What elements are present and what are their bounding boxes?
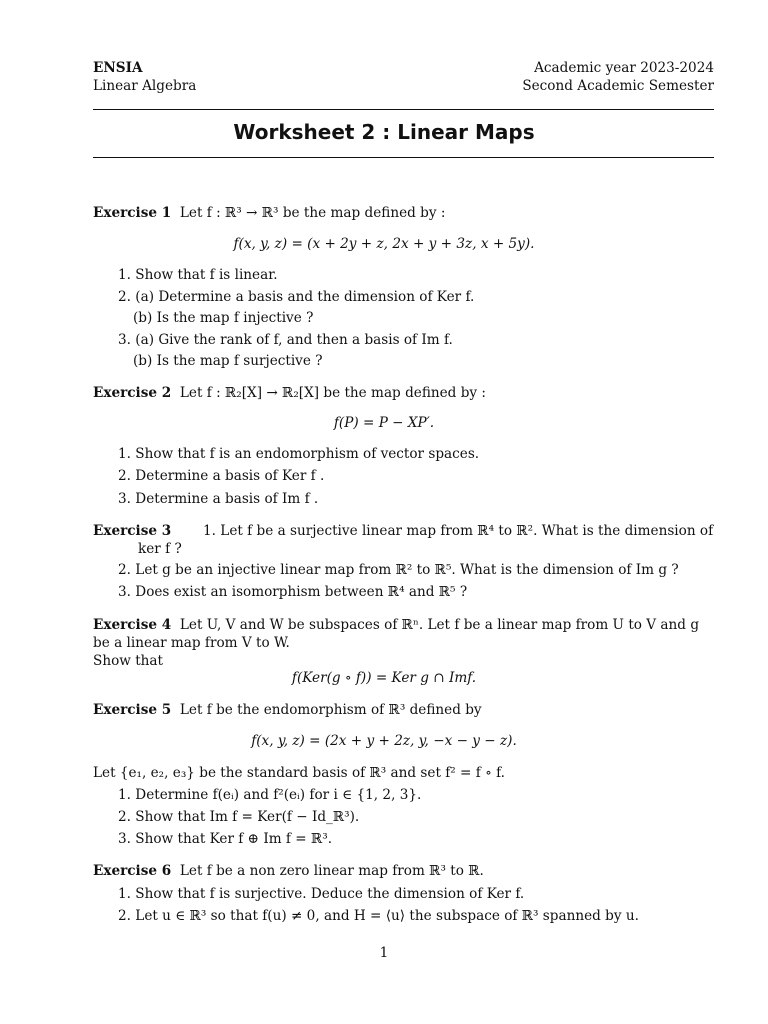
academic-year: Academic year 2023-2024 [534, 60, 714, 76]
exercise-2-formula: f(P) = P − XP′. [333, 415, 435, 431]
exercise-4-line-2: be a linear map from V to W. [93, 635, 290, 651]
exercise-4-label: Exercise 4 [93, 617, 172, 633]
exercise-4-line-1 [93, 619, 699, 633]
page-number: 1 [379, 945, 389, 961]
exercise-4-line-1-text: Let U, V and W be subspaces of ℝⁿ. Let f be a linear map from U to V and g [179, 617, 700, 633]
exercise-6-item-1: 1. Show that f is surjective. Deduce the dimension of Ker f. [118, 886, 525, 902]
exercise-2-item-2: 2. Determine a basis of Ker f . [118, 468, 325, 484]
course-name: Linear Algebra [93, 78, 197, 94]
exercise-1-item-1: 1. Show that f is linear. [118, 267, 278, 283]
exercise-5-item-3: 3. Show that Ker f ⊕ Im f = ℝ³. [118, 831, 333, 847]
exercise-1-item-3a: 3. (a) Give the rank of f, and then a basis of Im f. [118, 332, 453, 348]
exercise-2-intro [93, 387, 486, 401]
top-rule [93, 109, 714, 110]
exercise-1-item-2a: 2. (a) Determine a basis and the dimension of Ker f. [118, 289, 475, 305]
exercise-5-item-2: 2. Show that Im f = Ker(f − Id_ℝ³). [118, 809, 360, 825]
exercise-6-label: Exercise 6 [93, 863, 172, 879]
exercise-6-intro-text: Let f be a non zero linear map from ℝ³ to ℝ. [179, 863, 484, 879]
exercise-1-intro [93, 207, 445, 221]
exercise-1-item-3b: (b) Is the map f surjective ? [133, 353, 323, 369]
exercise-6-intro [93, 865, 484, 879]
exercise-5-basis-line: Let {e₁, e₂, e₃} be the standard basis of ℝ³ and set f² = f ∘ f. [93, 765, 505, 781]
exercise-2-label: Exercise 2 [93, 385, 172, 401]
exercise-1-label: Exercise 1 [93, 205, 172, 221]
exercise-5-intro-text: Let f be the endomorphism of ℝ³ defined by [179, 702, 482, 718]
exercise-5-formula: f(x, y, z) = (2x + y + 2z, y, −x − y − z). [251, 733, 517, 749]
exercise-2-intro-text: Let f : ℝ₂[X] → ℝ₂[X] be the map defined by : [179, 385, 486, 401]
page-title: Worksheet 2 : Linear Maps [233, 120, 535, 144]
exercise-2-item-3: 3. Determine a basis of Im f . [118, 491, 319, 507]
institution-name: ENSIA [93, 60, 143, 76]
exercise-3-item-3: 3. Does exist an isomorphism between ℝ⁴ and ℝ⁵ ? [118, 584, 468, 600]
exercise-2-item-1: 1. Show that f is an endomorphism of vector spaces. [118, 446, 480, 462]
exercise-5-item-1: 1. Determine f(eᵢ) and f²(eᵢ) for i ∈ {1, 2, 3}. [118, 787, 422, 803]
exercise-3-label: Exercise 3 [93, 523, 172, 539]
exercise-5-label: Exercise 5 [93, 702, 172, 718]
exercise-3-item-2: 2. Let g be an injective linear map from ℝ² to ℝ⁵. What is the dimension of Im g ? [118, 562, 679, 578]
exercise-3-item-1-cont: ker f ? [138, 541, 182, 557]
exercise-1-item-2b: (b) Is the map f injective ? [133, 310, 314, 326]
exercise-1-intro-text: Let f : ℝ³ → ℝ³ be the map defined by : [179, 205, 446, 221]
exercise-4-line-3: Show that [93, 653, 163, 669]
exercise-6-item-2: 2. Let u ∈ ℝ³ so that f(u) ≠ 0, and H = ⟨u⟩ the subspace of ℝ³ spanned by u. [118, 908, 639, 924]
exercise-1-formula: f(x, y, z) = (x + 2y + z, 2x + y + 3z, x + 5y). [233, 236, 535, 252]
exercise-4-formula: f(Ker(g ∘ f)) = Ker g ∩ Imf. [291, 670, 477, 686]
exercise-3-item-1: 1. Let f be a surjective linear map from ℝ⁴ to ℝ². What is the dimension of [203, 523, 714, 539]
semester: Second Academic Semester [522, 78, 714, 94]
title-rule [93, 157, 714, 158]
exercise-5-intro [93, 704, 482, 718]
